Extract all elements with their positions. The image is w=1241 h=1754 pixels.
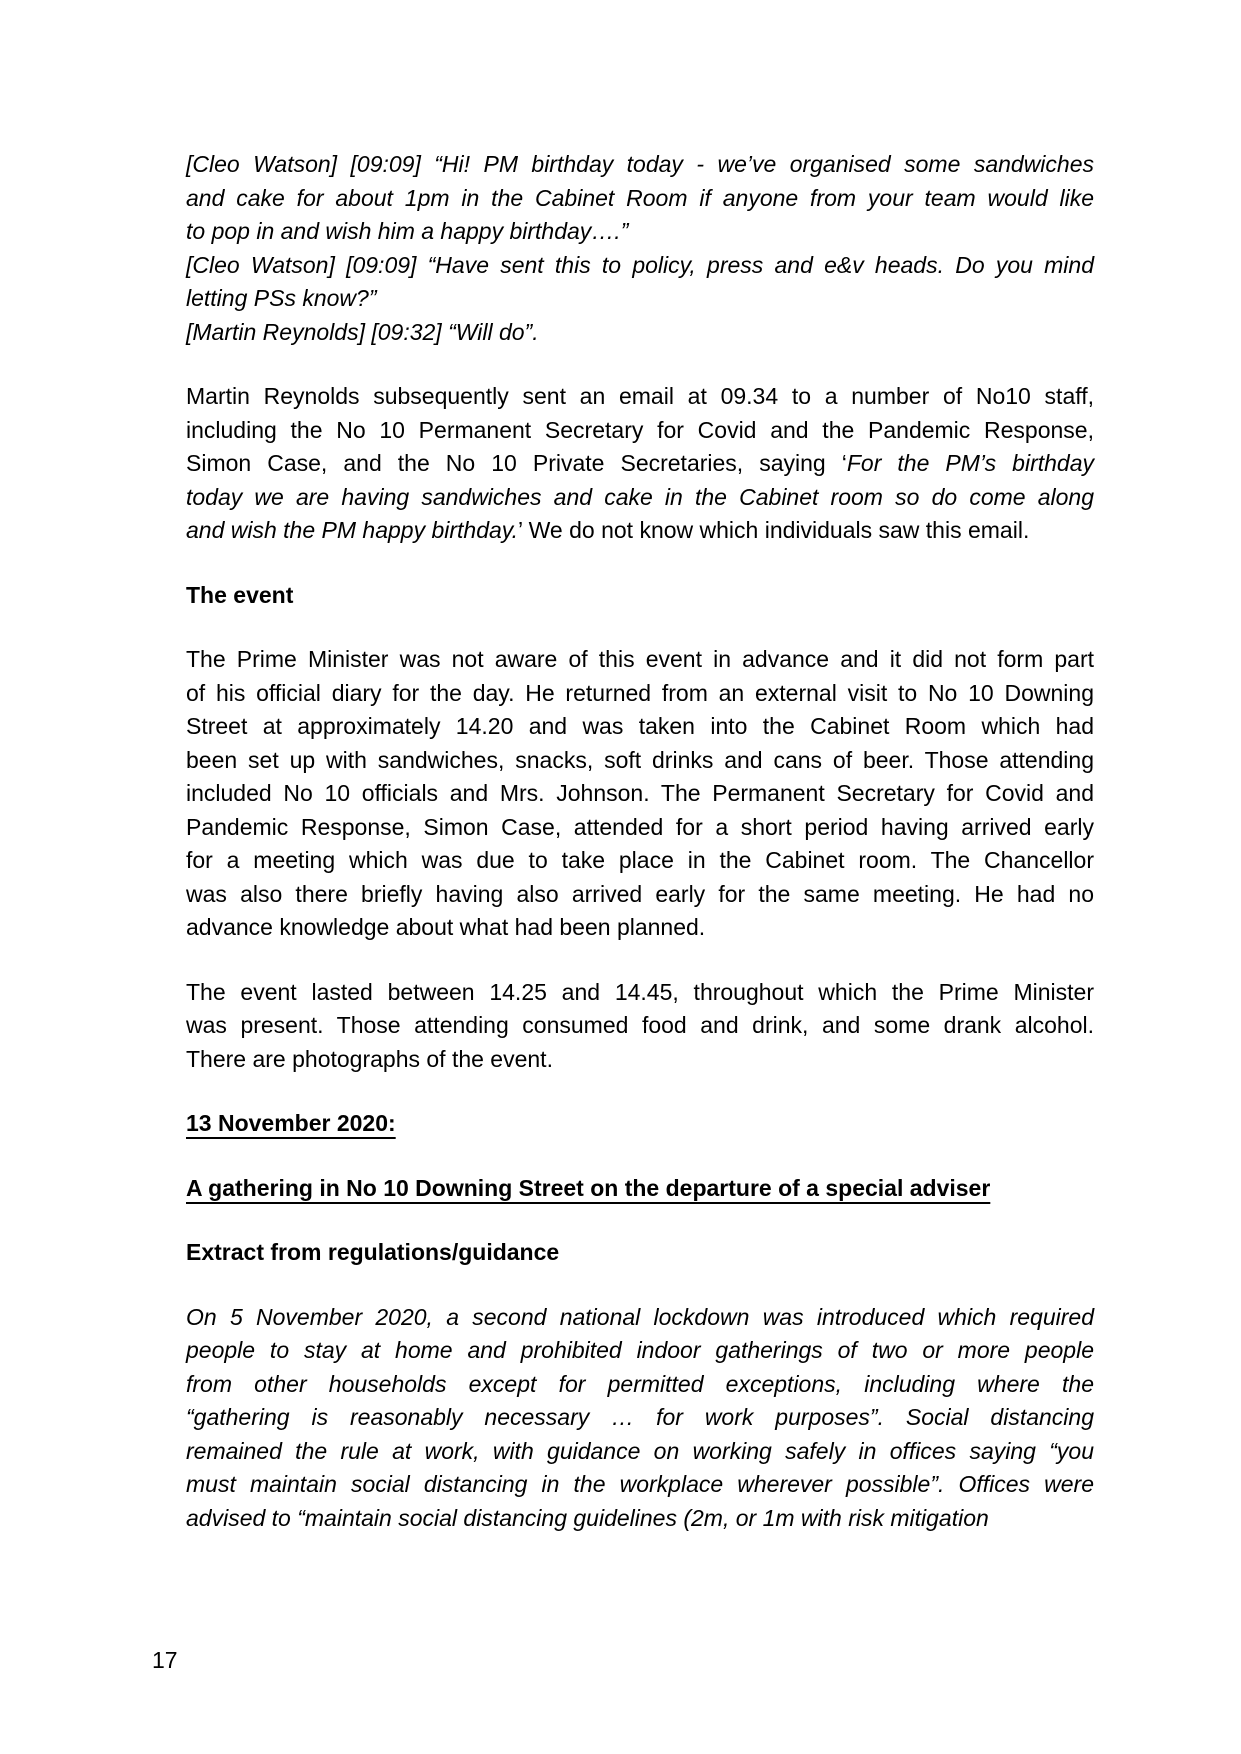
text-segment: for a meeting which was due to take place in the Cabinet room. The Chancellor	[186, 847, 1094, 873]
event-timing-paragraph	[186, 976, 1094, 1077]
page-number: 17	[152, 1647, 178, 1673]
text-line	[186, 1435, 1094, 1469]
text-segment: and wish the PM happy birthday.	[186, 517, 518, 543]
text-line	[186, 148, 1094, 182]
text-segment: letting PSs know?”	[186, 285, 377, 311]
text-line	[186, 282, 1094, 316]
text-line	[186, 1334, 1094, 1368]
text-line	[186, 643, 1094, 677]
text-line	[186, 182, 1094, 216]
text-segment: people to stay at home and prohibited indoor gatherings of two or more people	[186, 1337, 1094, 1363]
text-line	[186, 878, 1094, 912]
text-line	[186, 1468, 1094, 1502]
text-line	[186, 1043, 1094, 1077]
text-segment: to pop in and wish him a happy birthday….”	[186, 218, 629, 244]
text-segment: For the PM’s birthday	[846, 450, 1094, 476]
text-segment: including the No 10 Permanent Secretary for Covid and the Pandemic Response,	[186, 416, 1094, 443]
text-segment: Martin Reynolds subsequently sent an email at 09.34 to a number of No10 staff,	[186, 383, 1094, 409]
text-line	[186, 844, 1094, 878]
whatsapp-messages-extract	[186, 148, 1094, 349]
text-segment: [Cleo Watson] [09:09] “Have sent this to policy, press and e&v heads. Do you mind	[186, 251, 1094, 278]
text-segment: must maintain social distancing in the workplace wherever possible”. Offices were	[186, 1471, 1094, 1497]
heading-date-13-november-2020	[186, 1107, 1094, 1141]
heading-extract-regulations	[186, 1236, 1094, 1270]
text-line	[186, 677, 1094, 711]
heading-the-event	[186, 579, 1094, 613]
text-line	[186, 514, 1094, 548]
event-description-paragraph	[186, 643, 1094, 945]
text-line	[186, 1401, 1094, 1435]
text-segment: Simon Case, and the No 10 Private Secretaries, saying ‘	[186, 450, 847, 476]
text-segment: included No 10 officials and Mrs. Johnson. The Permanent Secretary for Covid and	[186, 780, 1094, 806]
text-segment: [Martin Reynolds] [09:32] “Will do”.	[186, 318, 539, 345]
text-segment: advised to “maintain social distancing guidelines (2m, or 1m with risk mitigation	[186, 1504, 989, 1531]
text-segment: Street at approximately 14.20 and was taken into the Cabinet Room which had	[186, 713, 1094, 739]
text-segment: There are photographs of the event.	[186, 1045, 553, 1072]
text-segment: was also there briefly having also arrived early for the same meeting. He had no	[186, 880, 1094, 907]
text-line	[186, 1301, 1094, 1335]
text-line	[186, 777, 1094, 811]
text-segment: On 5 November 2020, a second national lockdown was introduced which required	[186, 1303, 1094, 1330]
heading-date-13-november-2020-text: 13 November 2020:	[186, 1110, 396, 1136]
text-segment: Pandemic Response, Simon Case, attended for a short period having arrived early	[186, 813, 1094, 840]
text-segment: “gathering is reasonably necessary … for work purposes”. Social distancing	[186, 1404, 1094, 1430]
text-segment: remained the rule at work, with guidance on working safely in offices saying “you	[186, 1437, 1094, 1464]
text-segment: The event lasted between 14.25 and 14.45, throughout which the Prime Minister	[186, 978, 1094, 1005]
text-segment: from other households except for permitted exceptions, including where the	[186, 1370, 1094, 1397]
text-line	[186, 1368, 1094, 1402]
text-segment: ’ We do not know which individuals saw this email.	[517, 517, 1030, 543]
text-segment: [Cleo Watson] [09:09] “Hi! PM birthday today - we’ve organised some sandwiches	[186, 151, 1094, 177]
heading-extract-regulations-text: Extract from regulations/guidance	[186, 1239, 560, 1265]
text-line	[186, 380, 1094, 414]
regulations-extract-paragraph	[186, 1301, 1094, 1536]
email-notification-paragraph	[186, 380, 1094, 548]
text-line	[186, 447, 1094, 481]
heading-gathering-title	[186, 1172, 1094, 1206]
text-line	[186, 1502, 1094, 1536]
text-line	[186, 811, 1094, 845]
text-segment: advance knowledge about what had been planned.	[186, 914, 706, 940]
text-line	[186, 744, 1094, 778]
text-segment: today we are having sandwiches and cake in the Cabinet room so do come along	[186, 483, 1094, 510]
heading-gathering-title-text: A gathering in No 10 Downing Street on the departure of a special adviser	[186, 1174, 991, 1201]
text-line	[186, 249, 1094, 283]
text-line	[186, 316, 1094, 350]
text-segment: The Prime Minister was not aware of this event in advance and it did not form part	[186, 646, 1094, 672]
text-line	[186, 414, 1094, 448]
text-line	[186, 481, 1094, 515]
heading-the-event-text: The event	[186, 581, 294, 608]
document-content	[186, 148, 1094, 1566]
text-line	[186, 215, 1094, 249]
text-line	[186, 976, 1094, 1010]
text-segment: and cake for about 1pm in the Cabinet Room if anyone from your team would like	[186, 184, 1094, 211]
text-line	[186, 1009, 1094, 1043]
text-segment: was present. Those attending consumed food and drink, and some drank alcohol.	[186, 1012, 1094, 1038]
text-segment: been set up with sandwiches, snacks, soft drinks and cans of beer. Those attending	[186, 746, 1094, 773]
text-segment: of his official diary for the day. He returned from an external visit to No 10 Downing	[186, 679, 1094, 706]
text-line	[186, 911, 1094, 945]
text-line	[186, 710, 1094, 744]
